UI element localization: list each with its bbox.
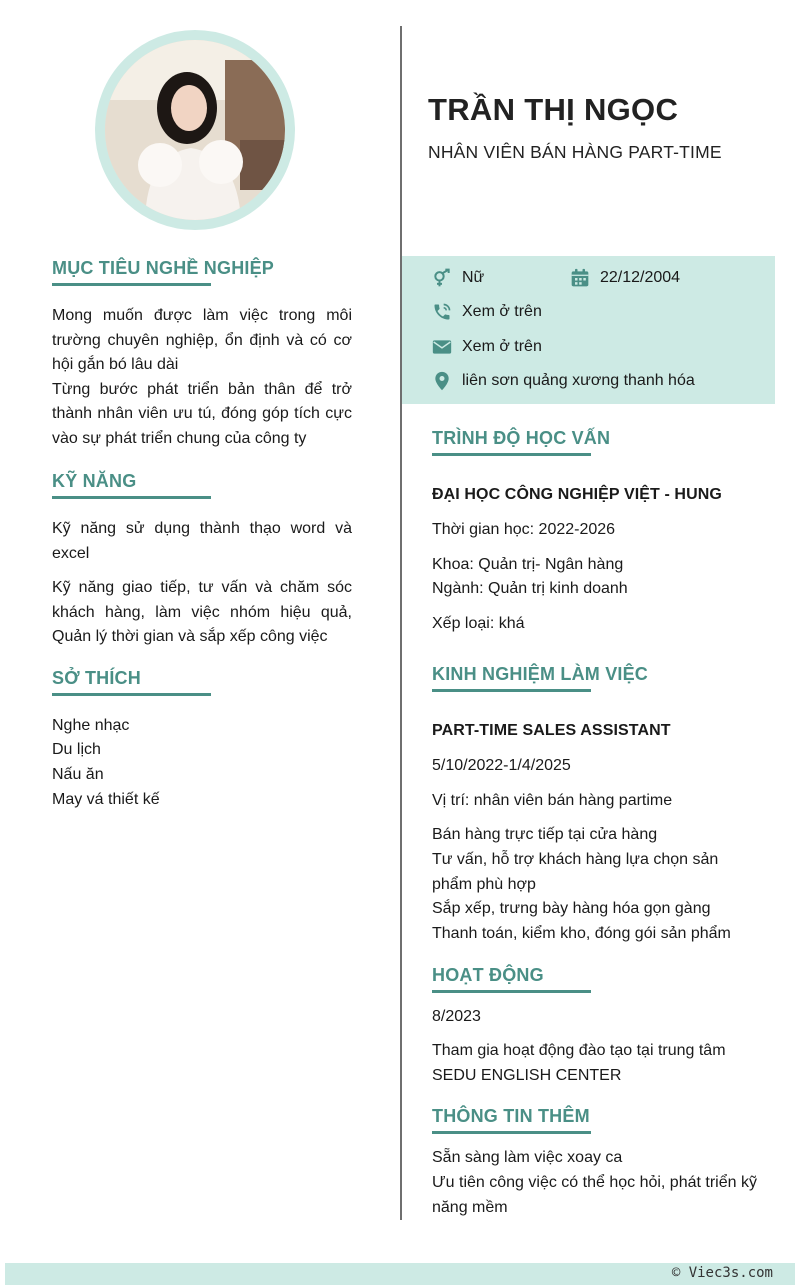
- experience-period: 5/10/2022-1/4/2025: [432, 757, 571, 774]
- gender-value: Nữ: [462, 269, 485, 286]
- column-divider: [400, 26, 402, 1220]
- email-row: [432, 337, 542, 357]
- education-rule: [432, 453, 591, 456]
- duty-item: Bán hàng trực tiếp tại cửa hàng: [432, 826, 658, 843]
- watermark: © Viec3s.com: [671, 1265, 773, 1281]
- email-value: Xem ở trên: [462, 338, 542, 355]
- hobby-item: Nấu ăn: [52, 766, 104, 784]
- experience-title: KINH NGHIỆM LÀM VIỆC: [432, 664, 649, 684]
- hobby-item: Nghe nhạc: [52, 716, 130, 734]
- address-value: liên sơn quảng xương thanh hóa: [462, 372, 695, 389]
- candidate-role: NHÂN VIÊN BÁN HÀNG PART-TIME: [428, 142, 722, 162]
- skills-title: KỸ NĂNG: [52, 471, 137, 491]
- location-pin-icon: [432, 371, 452, 391]
- birthday-value: 22/12/2004: [600, 269, 681, 286]
- phone-icon: [432, 302, 452, 322]
- school-name: ĐẠI HỌC CÔNG NGHIỆP VIỆT - HUNG: [432, 486, 722, 503]
- calendar-icon: [570, 268, 590, 288]
- activity-date: 8/2023: [432, 1007, 481, 1025]
- email-icon: [432, 337, 452, 357]
- phone-value: Xem ở trên: [462, 303, 542, 320]
- extra-item: Sẵn sàng làm việc xoay ca: [432, 1149, 623, 1167]
- extra-title: THÔNG TIN THÊM: [432, 1106, 590, 1127]
- experience-rule: [432, 689, 591, 692]
- activities-title: HOẠT ĐỘNG: [432, 964, 544, 985]
- footer-bar: [5, 1263, 795, 1285]
- extra-rule: [432, 1131, 591, 1134]
- career-goal-rule: [52, 283, 211, 286]
- phone-row: [432, 302, 542, 322]
- gender-row: [432, 268, 484, 288]
- candidate-name: TRẦN THỊ NGỌC: [428, 92, 679, 127]
- hobbies-rule: [52, 693, 211, 696]
- hobbies-list: [52, 714, 352, 813]
- duty-item: Thanh toán, kiểm kho, đóng gói sản phẩm: [432, 925, 731, 943]
- education-major: Ngành: Quản trị kinh doanh: [432, 580, 628, 597]
- skill-item: Kỹ năng giao tiếp, tư vấn và chăm sóc khách hàng, làm việc nhóm hiệu quả, Quản lý thời gian và sắp xếp công việc: [52, 579, 352, 645]
- birthday-row: [570, 268, 680, 288]
- activities-rule: [432, 990, 591, 993]
- education-period: Thời gian học: 2022-2026: [432, 521, 616, 538]
- career-goal-paragraph: Mong muốn được làm việc trong môi trường chuyên nghiệp, ổn định và có cơ hội gắn bó lâu dài: [52, 307, 352, 373]
- education-faculty: Khoa: Quản trị- Ngân hàng: [432, 555, 624, 573]
- duty-item: Tư vấn, hỗ trợ khách hàng lựa chọn sản phẩm phù hợp: [432, 850, 719, 893]
- skills-rule: [52, 496, 211, 499]
- right-column: [432, 428, 762, 1221]
- duties-list: [432, 823, 762, 947]
- gender-icon: [432, 268, 452, 288]
- skill-item: Kỹ năng sử dụng thành thạo word và excel: [52, 520, 352, 562]
- hobbies-title: SỞ THÍCH: [52, 667, 141, 688]
- extra-item: Ưu tiên công việc có thể học hỏi, phát triển kỹ năng mềm: [432, 1174, 757, 1217]
- contact-panel: [402, 256, 775, 404]
- left-column: [52, 258, 352, 813]
- education-title: TRÌNH ĐỘ HỌC VẤN: [432, 428, 611, 448]
- address-row: [432, 371, 695, 391]
- experience-position: Vị trí: nhân viên bán hàng partime: [432, 791, 673, 809]
- portrait-photo: [105, 40, 285, 220]
- career-goal-title: MỤC TIÊU NGHỀ NGHIỆP: [52, 258, 275, 278]
- hobby-item: Du lịch: [52, 741, 101, 759]
- duty-item: Sắp xếp, trưng bày hàng hóa gọn gàng: [432, 900, 711, 918]
- education-grade: Xếp loại: khá: [432, 614, 525, 632]
- extra-list: [432, 1146, 762, 1220]
- hobby-item: May vá thiết kế: [52, 790, 160, 808]
- activity-description: Tham gia hoạt động đào tạo tại trung tâm SEDU ENGLISH CENTER: [432, 1042, 726, 1084]
- avatar: [95, 30, 295, 230]
- career-goal-paragraph: Từng bước phát triển bản thân để trở thành nhân viên ưu tú, đóng góp tích cực vào sự phát triển chung của công ty: [52, 380, 352, 447]
- company-name: PART-TIME SALES ASSISTANT: [432, 722, 671, 739]
